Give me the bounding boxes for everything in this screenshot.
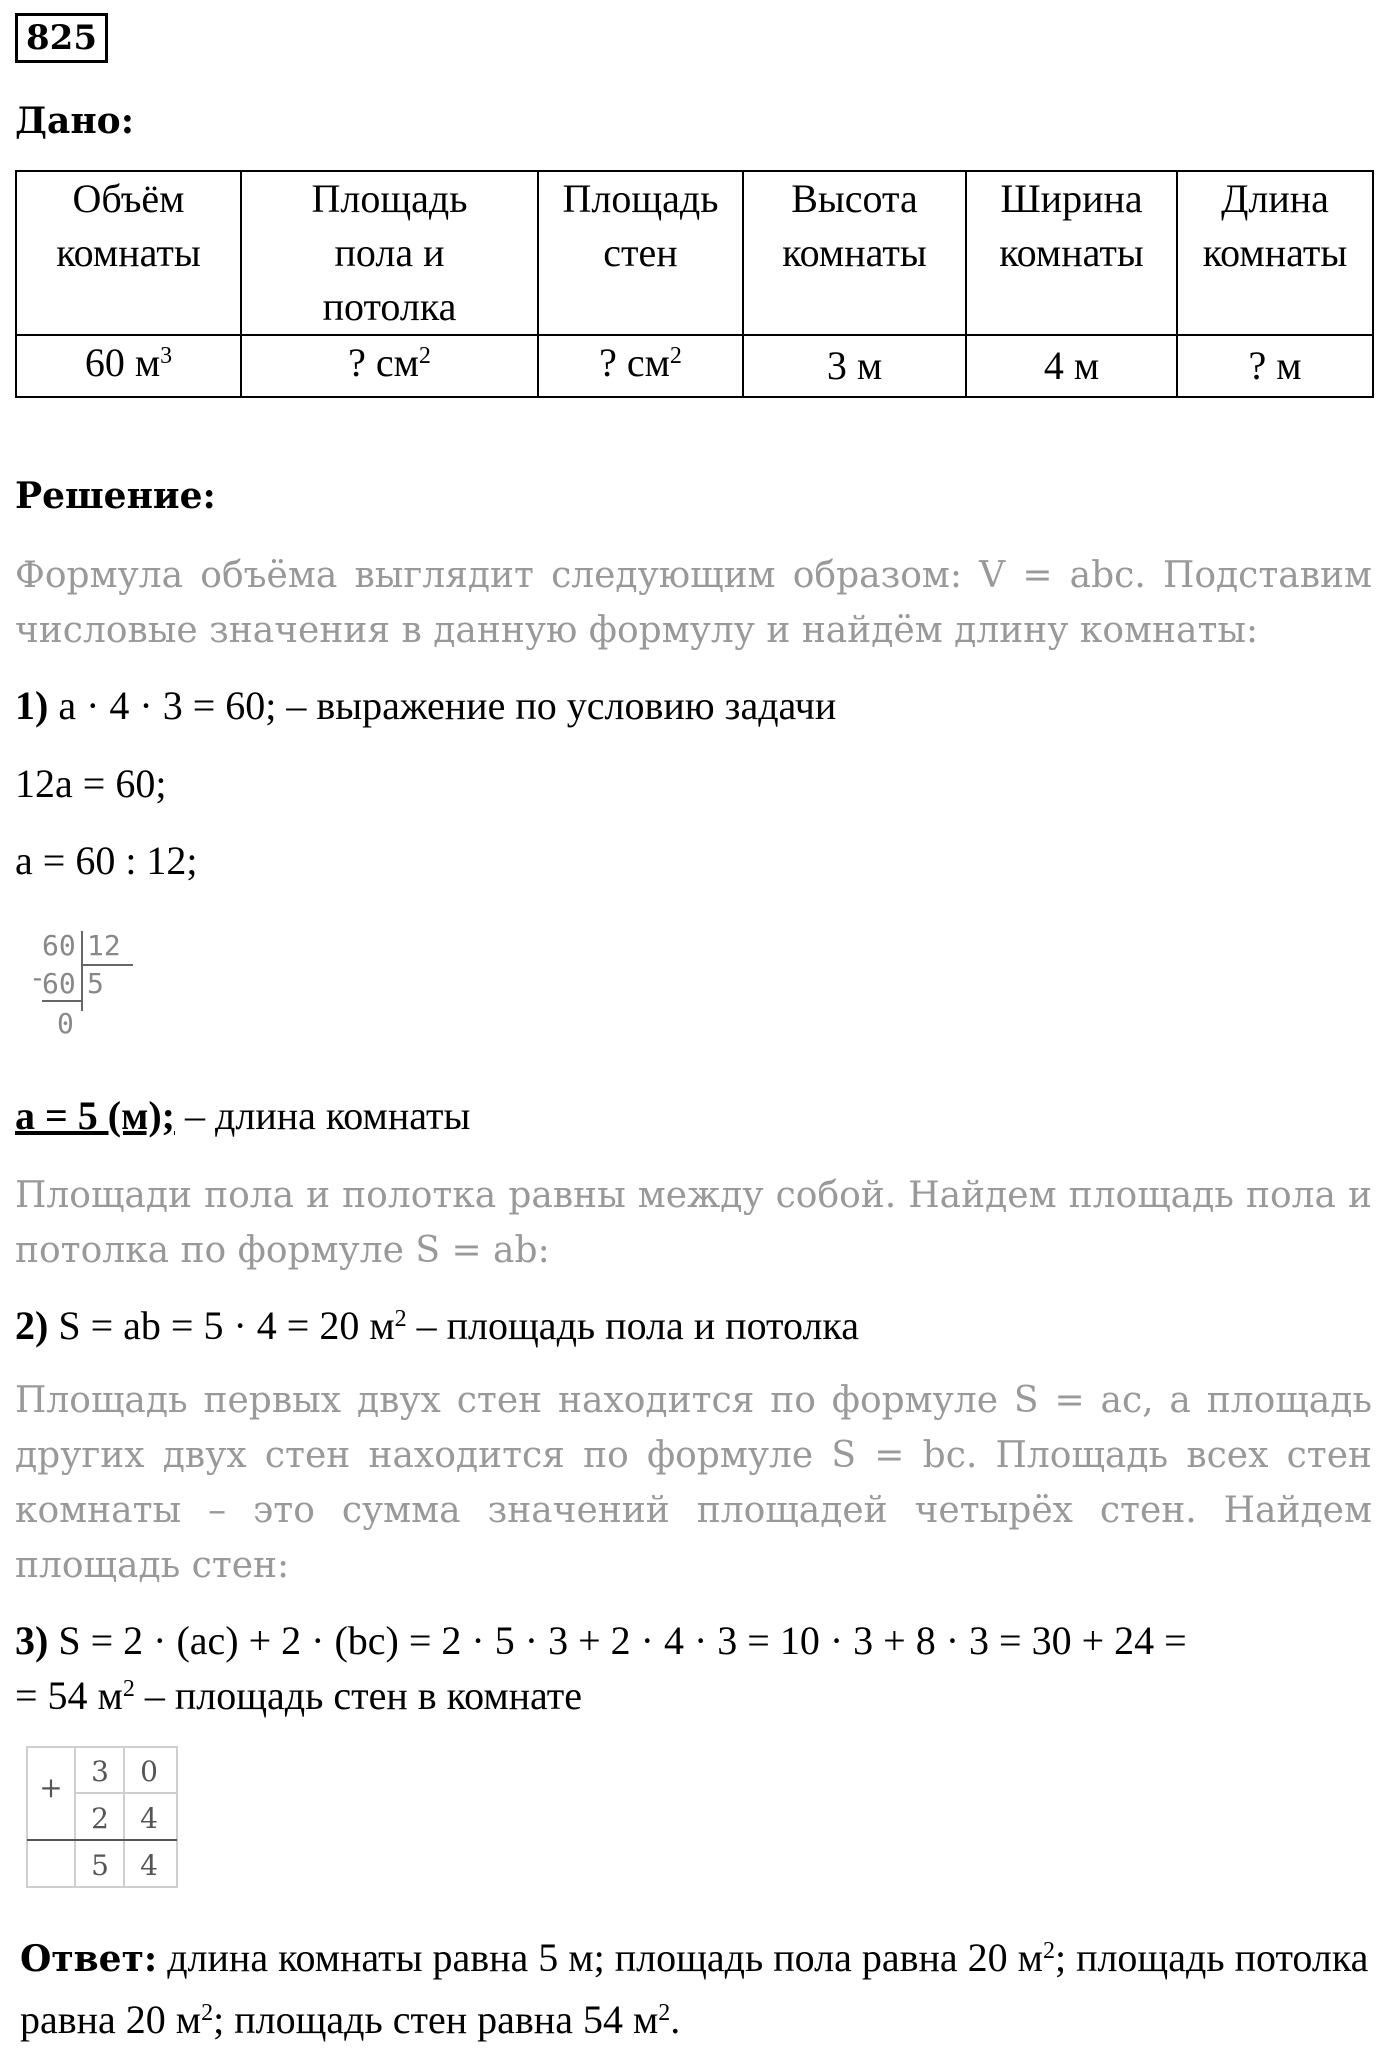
- header-walls-area: Площадь стен: [538, 171, 743, 335]
- value-volume: 60 $м^3$: [16, 335, 241, 397]
- header-floor-ceiling-area: Площадь пола и потолка: [241, 171, 538, 335]
- header-height: Высота комнаты: [743, 171, 966, 335]
- given-heading: Дано:: [15, 100, 134, 142]
- value-floor-ceiling-area: ? $см^2$: [241, 335, 538, 397]
- svg-text:5: 5: [87, 967, 104, 1000]
- problem-number: 825: [15, 13, 108, 63]
- solution-heading: Решение:: [15, 475, 216, 517]
- svg-text:0: 0: [57, 1007, 74, 1040]
- svg-text:60: 60: [42, 967, 76, 1000]
- answer: Ответ: длина комнаты равна 5 м; площадь пола равна 20 $м^2$; площадь потолка равна 20 $м^2$; площадь стен равна 54 $м^2$.: [20, 1935, 1369, 2042]
- svg-text:+: +: [39, 1771, 63, 1804]
- header-length: Длина комнаты: [1177, 171, 1373, 335]
- long-division: [15, 925, 155, 1040]
- svg-text:4: 4: [140, 1849, 158, 1882]
- paragraph-volume-formula: Формула объёма выглядит следующим образом: V = abc. Подставим числовые значения в данную формулу и найдём длину комнаты:: [15, 555, 1372, 651]
- table-values-row: [16, 335, 1373, 397]
- svg-text:-: -: [29, 961, 46, 994]
- equation-a-division: a = 60 : 12;: [15, 838, 198, 883]
- value-width: 4 м: [966, 335, 1177, 397]
- svg-text:60: 60: [42, 929, 76, 962]
- value-walls-area: ? $см^2$: [538, 335, 743, 397]
- step-3-line-1: 3) S = 2 · (ac) + 2 · (bc) = 2 · 5 · 3 + 2 · 4 · 3 = 10 · 3 + 8 · 3 = 30 + 24 =: [15, 1618, 1187, 1663]
- value-height: 3 м: [743, 335, 966, 397]
- equation-12a: 12a = 60;: [15, 761, 167, 806]
- given-table: [15, 170, 1374, 398]
- step-3-line-2: = 54 $м^2$ – площадь стен в комнате: [15, 1673, 582, 1718]
- header-width: Ширина комнаты: [966, 171, 1177, 335]
- svg-text:0: 0: [140, 1755, 158, 1788]
- value-length: ? м: [1177, 335, 1373, 397]
- result-length: a = 5 (м); – длина комнаты: [15, 1093, 471, 1138]
- svg-text:2: 2: [91, 1802, 109, 1835]
- svg-text:5: 5: [91, 1849, 109, 1882]
- svg-text:12: 12: [87, 929, 121, 962]
- step-2: 2) S = ab = 5 · 4 = 20 $м^2$ – площадь пола и потолка: [15, 1303, 860, 1348]
- svg-text:4: 4: [140, 1802, 158, 1835]
- column-addition: [25, 1745, 185, 1890]
- table-header-row: [16, 171, 1373, 335]
- svg-text:3: 3: [91, 1755, 109, 1788]
- paragraph-floor-area: Площади пола и полотка равны между собой. Найдем площадь пола и потолка по формуле S = ab:: [15, 1175, 1372, 1271]
- paragraph-walls-area: Площадь первых двух стен находится по формуле S = ac, а площадь других двух стен находится по формуле S = bc. Площадь всех стен комнаты – это сумма значений площадей четырёх стен. Найдем площадь стен:: [15, 1380, 1372, 1586]
- header-volume: Объём комнаты: [16, 171, 241, 335]
- step-1: 1) a · 4 · 3 = 60; – выражение по условию задачи: [15, 683, 837, 728]
